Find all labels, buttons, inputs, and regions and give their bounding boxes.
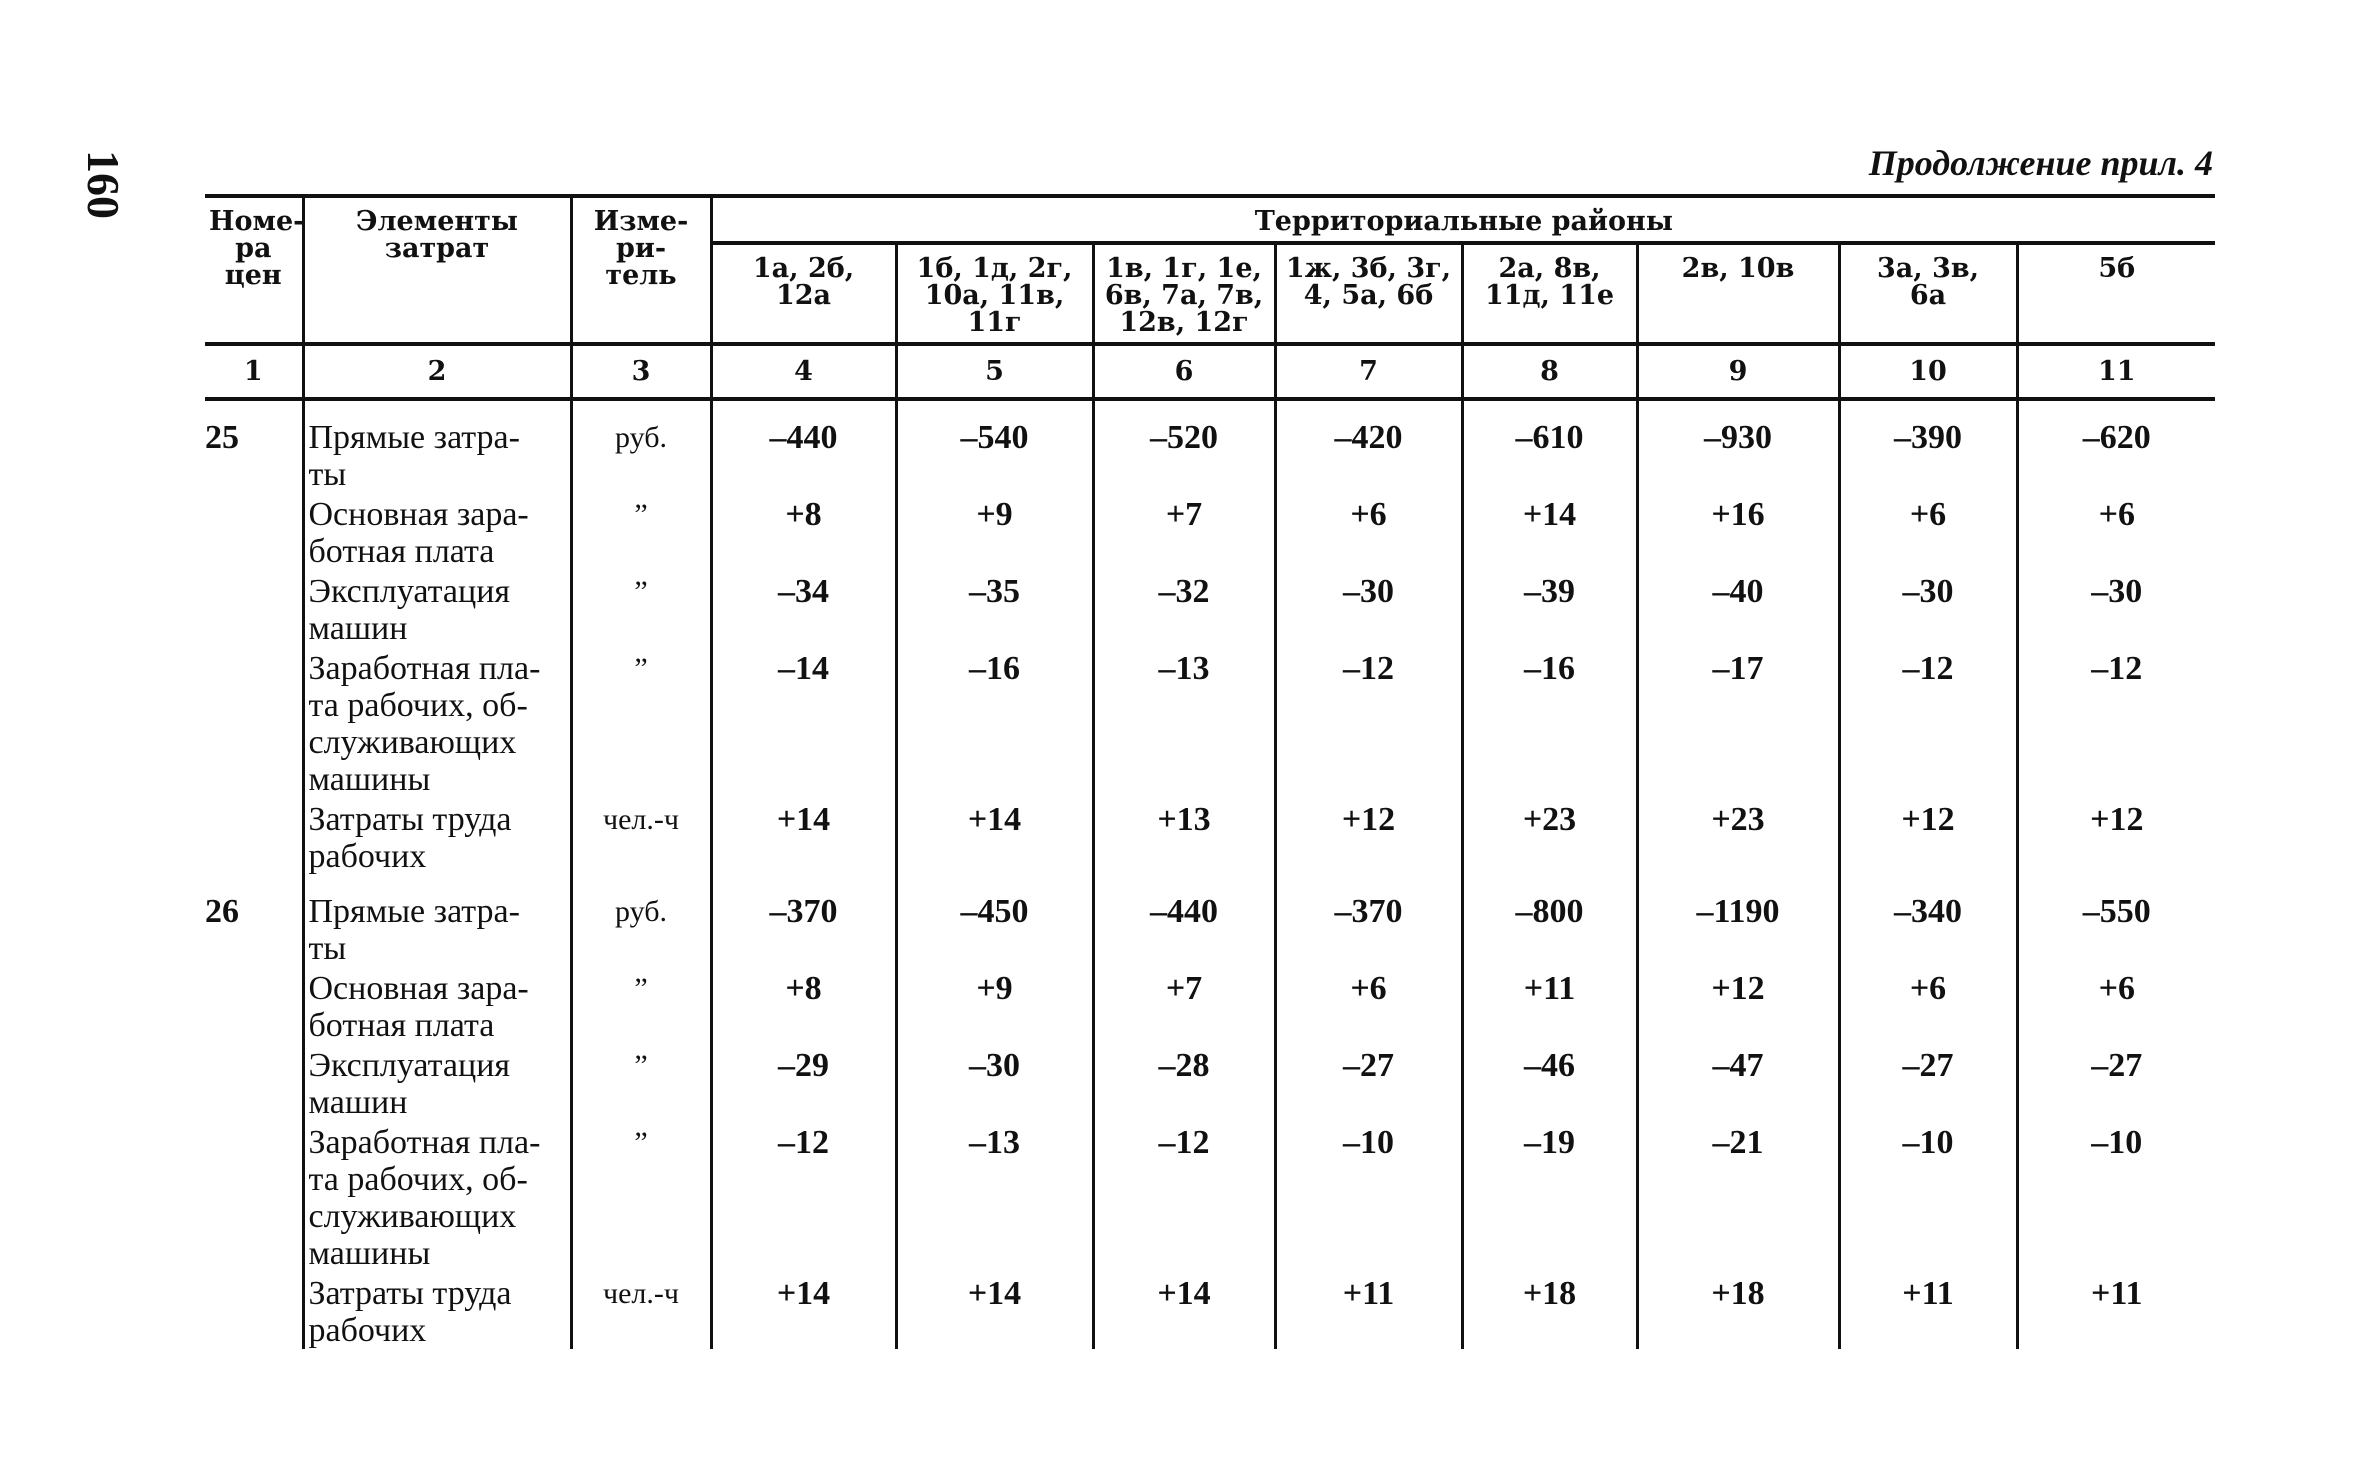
region-value-cell: –32 <box>1093 570 1275 647</box>
column-number: 2 <box>303 344 571 399</box>
column-number: 7 <box>1275 344 1462 399</box>
unit-cell: ” <box>571 1044 711 1121</box>
region-value-cell: +14 <box>711 798 896 875</box>
region-value-cell: +6 <box>1275 967 1462 1044</box>
cost-table <box>205 194 2215 1349</box>
unit-cell: руб. <box>571 399 711 493</box>
region-value-cell: –12 <box>1839 647 2017 798</box>
region-value-cell: +12 <box>1637 967 1839 1044</box>
region-value-cell: +11 <box>2017 1272 2215 1349</box>
region-value-cell: –17 <box>1637 647 1839 798</box>
region-value-cell: –27 <box>1839 1044 2017 1121</box>
region-value-cell: –540 <box>896 399 1093 493</box>
region-value-cell: +6 <box>2017 493 2215 570</box>
column-number: 8 <box>1462 344 1637 399</box>
column-number: 3 <box>571 344 711 399</box>
cost-element-cell: Затраты труда рабочих <box>303 1272 571 1349</box>
cost-element-cell: Основная зара- ботная плата <box>303 493 571 570</box>
column-number: 4 <box>711 344 896 399</box>
region-value-cell: –27 <box>2017 1044 2215 1121</box>
table-row <box>205 967 2215 1044</box>
region-value-cell: +23 <box>1637 798 1839 875</box>
column-number-row <box>205 344 2215 399</box>
table-row <box>205 1044 2215 1121</box>
header-region: 5б <box>2017 243 2215 344</box>
region-value-cell: –390 <box>1839 399 2017 493</box>
cost-element-cell: Основная зара- ботная плата <box>303 967 571 1044</box>
unit-cell: ” <box>571 1121 711 1272</box>
header-region: 1б, 1д, 2г, 10а, 11в, 11г <box>896 243 1093 344</box>
header-unit: Изме- ри- тель <box>571 196 711 344</box>
region-value-cell: –29 <box>711 1044 896 1121</box>
column-number: 10 <box>1839 344 2017 399</box>
region-value-cell: –10 <box>1275 1121 1462 1272</box>
table-row <box>205 1272 2215 1349</box>
continuation-caption: Продолжение прил. 4 <box>1868 143 2213 183</box>
region-value-cell: +6 <box>1839 493 2017 570</box>
cost-element-cell: Эксплуатация машин <box>303 1044 571 1121</box>
region-value-cell: –370 <box>711 875 896 967</box>
region-value-cell: –46 <box>1462 1044 1637 1121</box>
region-value-cell: +11 <box>1275 1272 1462 1349</box>
table-row <box>205 875 2215 967</box>
header-region: 3а, 3в, 6а <box>1839 243 2017 344</box>
region-value-cell: –930 <box>1637 399 1839 493</box>
region-value-cell: +14 <box>1462 493 1637 570</box>
price-number-cell: 25 <box>205 419 239 456</box>
table-row <box>205 570 2215 647</box>
region-value-cell: –10 <box>2017 1121 2215 1272</box>
region-value-cell: –13 <box>1093 647 1275 798</box>
region-value-cell: –30 <box>2017 570 2215 647</box>
price-number-cell <box>205 1121 303 1272</box>
region-value-cell: –47 <box>1637 1044 1839 1121</box>
cost-element-cell: Заработная пла- та рабочих, об- служивающих машины <box>303 1121 571 1272</box>
region-value-cell: +16 <box>1637 493 1839 570</box>
cost-element-cell: Затраты труда рабочих <box>303 798 571 875</box>
header-region: 2а, 8в, 11д, 11е <box>1462 243 1637 344</box>
column-number: 6 <box>1093 344 1275 399</box>
region-value-cell: +12 <box>2017 798 2215 875</box>
region-value-cell: –340 <box>1839 875 2017 967</box>
price-number-cell <box>205 647 303 798</box>
region-value-cell: –39 <box>1462 570 1637 647</box>
region-value-cell: –440 <box>1093 875 1275 967</box>
region-value-cell: +11 <box>1839 1272 2017 1349</box>
table-row <box>205 399 2215 493</box>
header-region: 2в, 10в <box>1637 243 1839 344</box>
region-value-cell: +11 <box>1462 967 1637 1044</box>
cost-table-container <box>205 194 2215 1349</box>
region-value-cell: +6 <box>1275 493 1462 570</box>
region-value-cell: +8 <box>711 493 896 570</box>
region-value-cell: –370 <box>1275 875 1462 967</box>
region-value-cell: +12 <box>1275 798 1462 875</box>
price-number-cell: 26 <box>205 893 239 930</box>
region-value-cell: +7 <box>1093 493 1275 570</box>
region-value-cell: –620 <box>2017 399 2215 493</box>
region-value-cell: +14 <box>1093 1272 1275 1349</box>
region-value-cell: +6 <box>2017 967 2215 1044</box>
region-value-cell: +8 <box>711 967 896 1044</box>
region-value-cell: –1190 <box>1637 875 1839 967</box>
region-value-cell: –16 <box>1462 647 1637 798</box>
price-number-cell <box>205 493 303 570</box>
region-value-cell: –30 <box>1839 570 2017 647</box>
header-price-number: Номе- ра цен <box>205 196 303 344</box>
region-value-cell: +12 <box>1839 798 2017 875</box>
header-cost-elements: Элементы затрат <box>303 196 571 344</box>
region-value-cell: –12 <box>1275 647 1462 798</box>
region-value-cell: +14 <box>896 1272 1093 1349</box>
price-number-cell <box>205 570 303 647</box>
column-number: 1 <box>205 344 303 399</box>
region-value-cell: +18 <box>1637 1272 1839 1349</box>
column-number: 11 <box>2017 344 2215 399</box>
unit-cell: чел.-ч <box>571 1272 711 1349</box>
header-region: 1ж, 3б, 3г, 4, 5а, 6б <box>1275 243 1462 344</box>
region-value-cell: –12 <box>2017 647 2215 798</box>
region-value-cell: –440 <box>711 399 896 493</box>
page-number: 160 <box>78 150 129 219</box>
region-value-cell: +14 <box>896 798 1093 875</box>
header-region: 1а, 2б, 12а <box>711 243 896 344</box>
region-value-cell: +14 <box>711 1272 896 1349</box>
price-number-cell <box>205 798 303 875</box>
region-value-cell: +23 <box>1462 798 1637 875</box>
table-row <box>205 1121 2215 1272</box>
region-value-cell: –21 <box>1637 1121 1839 1272</box>
unit-cell: ” <box>571 647 711 798</box>
region-value-cell: –19 <box>1462 1121 1637 1272</box>
region-value-cell: –34 <box>711 570 896 647</box>
region-value-cell: –28 <box>1093 1044 1275 1121</box>
column-number: 5 <box>896 344 1093 399</box>
table-row <box>205 647 2215 798</box>
region-value-cell: –14 <box>711 647 896 798</box>
table-row <box>205 798 2215 875</box>
region-value-cell: +13 <box>1093 798 1275 875</box>
cost-element-cell: Прямые затра- ты <box>303 875 571 967</box>
cost-element-cell: Заработная пла- та рабочих, об- служивающих машины <box>303 647 571 798</box>
region-value-cell: –40 <box>1637 570 1839 647</box>
cost-element-cell: Эксплуатация машин <box>303 570 571 647</box>
table-row <box>205 493 2215 570</box>
region-value-cell: +6 <box>1839 967 2017 1044</box>
unit-cell: ” <box>571 967 711 1044</box>
region-value-cell: –12 <box>711 1121 896 1272</box>
price-number-cell <box>205 1272 303 1349</box>
region-value-cell: –16 <box>896 647 1093 798</box>
region-value-cell: +9 <box>896 493 1093 570</box>
region-value-cell: –27 <box>1275 1044 1462 1121</box>
header-territorial-regions: Территориальные районы <box>711 196 2215 243</box>
price-number-cell <box>205 967 303 1044</box>
cost-element-cell: Прямые затра- ты <box>303 399 571 493</box>
region-value-cell: –420 <box>1275 399 1462 493</box>
price-number-cell <box>205 1044 303 1121</box>
unit-cell: ” <box>571 493 711 570</box>
region-value-cell: +18 <box>1462 1272 1637 1349</box>
region-value-cell: +9 <box>896 967 1093 1044</box>
region-value-cell: –450 <box>896 875 1093 967</box>
region-value-cell: –800 <box>1462 875 1637 967</box>
region-value-cell: –35 <box>896 570 1093 647</box>
region-value-cell: –30 <box>1275 570 1462 647</box>
unit-cell: чел.-ч <box>571 798 711 875</box>
table-body <box>205 399 2215 1349</box>
region-value-cell: –10 <box>1839 1121 2017 1272</box>
region-value-cell: –550 <box>2017 875 2215 967</box>
region-value-cell: –12 <box>1093 1121 1275 1272</box>
region-value-cell: –520 <box>1093 399 1275 493</box>
region-value-cell: –13 <box>896 1121 1093 1272</box>
region-value-cell: –30 <box>896 1044 1093 1121</box>
header-region: 1в, 1г, 1е, 6в, 7а, 7в, 12в, 12г <box>1093 243 1275 344</box>
column-number: 9 <box>1637 344 1839 399</box>
unit-cell: ” <box>571 570 711 647</box>
region-value-cell: +7 <box>1093 967 1275 1044</box>
region-value-cell: –610 <box>1462 399 1637 493</box>
unit-cell: руб. <box>571 875 711 967</box>
